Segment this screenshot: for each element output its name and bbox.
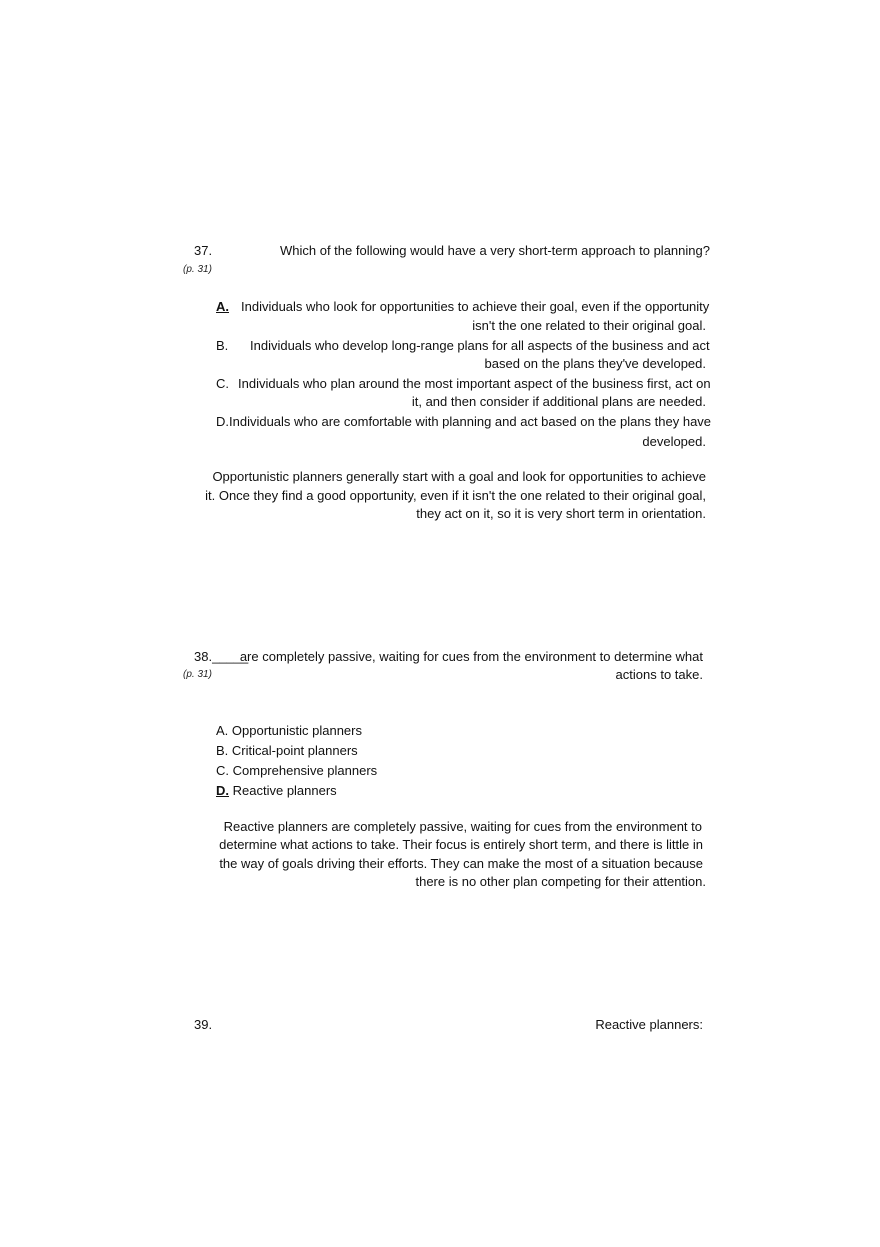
option-letter: B. <box>216 338 229 353</box>
question-text: Which of the following would have a very short-term approach to planning? <box>280 243 710 258</box>
question-number: 39. <box>194 1017 213 1032</box>
explanation-line: the way of goals driving their efforts. They can make the most of a situation because <box>219 856 703 871</box>
option-text: Comprehensive planners <box>232 763 378 778</box>
option <box>216 763 377 779</box>
option-letter-correct: D. <box>216 783 229 798</box>
option-text: Individuals who plan around the most important aspect of the business first, act on <box>238 376 711 391</box>
explanation-line: determine what actions to take. Their focus is entirely short term, and there is little in <box>219 837 703 852</box>
question-text: are completely passive, waiting for cues from the environment to determine what <box>239 649 703 664</box>
question-text: actions to take. <box>615 667 703 682</box>
page-reference: (p. 31) <box>183 669 212 680</box>
option-text: Critical-point planners <box>231 743 358 758</box>
option <box>216 723 362 739</box>
page-reference: (p. 31) <box>183 264 212 275</box>
explanation-line: Opportunistic planners generally start with a goal and look for opportunities to achieve <box>212 469 706 484</box>
option-letter: D. <box>216 414 229 429</box>
option-letter: C. <box>216 376 229 391</box>
option-text: isn't the one related to their original goal. <box>472 318 706 333</box>
option-text: based on the plans they've developed. <box>484 356 706 371</box>
option-text: Reactive planners <box>232 783 337 798</box>
option-text: Individuals who look for opportunities to achieve their goal, even if the opportunity <box>241 299 710 314</box>
option-text: it, and then consider if additional plans are needed. <box>411 394 706 409</box>
option-letter: B. <box>216 743 229 758</box>
question-text: Reactive planners: <box>595 1017 703 1032</box>
explanation-line: it. Once they find a good opportunity, even if it isn't the one related to their original goal, <box>205 488 706 503</box>
fill-in-blank: _____ <box>212 649 249 664</box>
option-letter: C. <box>216 763 229 778</box>
question-number: 37. <box>194 243 213 258</box>
option-text: Individuals who are comfortable with planning and act based on the plans they have <box>229 414 712 429</box>
option <box>216 743 358 759</box>
option-letter-correct: A. <box>216 299 229 314</box>
explanation-line: there is no other plan competing for their attention. <box>415 874 706 889</box>
explanation-line: they act on it, so it is very short term in orientation. <box>416 506 706 521</box>
option-text: Individuals who develop long-range plans for all aspects of the business and act <box>250 338 710 353</box>
explanation-line: Reactive planners are completely passive, waiting for cues from the environment to <box>223 819 702 834</box>
option-text: Opportunistic planners <box>231 723 362 738</box>
option-letter: A. <box>216 723 229 738</box>
option-text: developed. <box>642 434 706 449</box>
question-number-value: 38. <box>194 649 213 664</box>
option <box>216 783 337 799</box>
